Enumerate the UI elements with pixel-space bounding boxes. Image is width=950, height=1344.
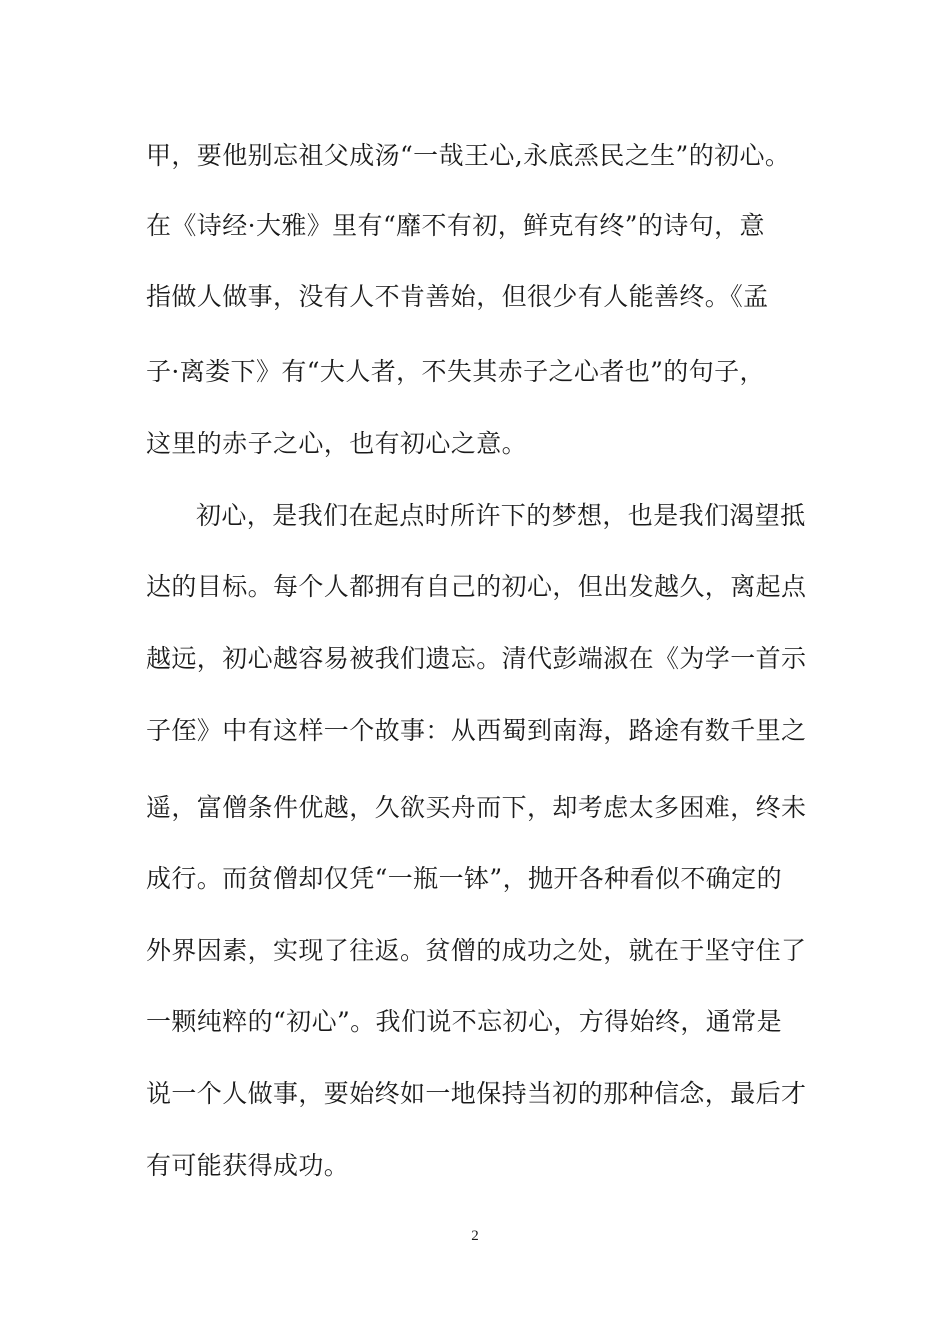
text-line: 外界因素，实现了往返。贫僧的成功之处，就在于坚守住了 xyxy=(146,936,807,965)
text-line: 遥，富僧条件优越，久欲买舟而下，却考虑太多困难，终未 xyxy=(146,793,807,822)
paragraph-first-line: 初心，是我们在起点时所许下的梦想，也是我们渴望抵 xyxy=(196,501,806,530)
text-line: 说一个人做事，要始终如一地保持当初的那种信念，最后才 xyxy=(146,1079,807,1108)
text-line: 甲，要他别忘祖父成汤“一哉王心,永底烝民之生”的初心。 xyxy=(146,141,791,170)
text-line: 达的目标。每个人都拥有自己的初心，但出发越久，离起点 xyxy=(146,572,807,601)
page-number: 2 xyxy=(471,1228,479,1244)
text-line: 一颗纯粹的“初心”。我们说不忘初心，方得始终，通常是 xyxy=(146,1007,782,1036)
text-line: 成行。而贫僧却仅凭“一瓶一钵”，抛开各种看似不确定的 xyxy=(146,864,782,893)
text-line: 子侄》中有这样一个故事：从西蜀到南海，路途有数千里之 xyxy=(146,716,807,745)
text-line: 有可能获得成功。 xyxy=(146,1151,350,1180)
text-line: 这里的赤子之心，也有初心之意。 xyxy=(146,429,528,458)
text-line: 指做人做事，没有人不肯善始，但很少有人能善终。《孟 xyxy=(146,282,769,311)
text-line: 在《诗经·大雅》里有“靡不有初，鲜克有终”的诗句，意 xyxy=(146,211,765,240)
text-line: 子·离娄下》有“大人者，不失其赤子之心者也”的句子， xyxy=(146,357,765,386)
text-line: 越远，初心越容易被我们遗忘。清代彭端淑在《为学一首示 xyxy=(146,644,807,673)
